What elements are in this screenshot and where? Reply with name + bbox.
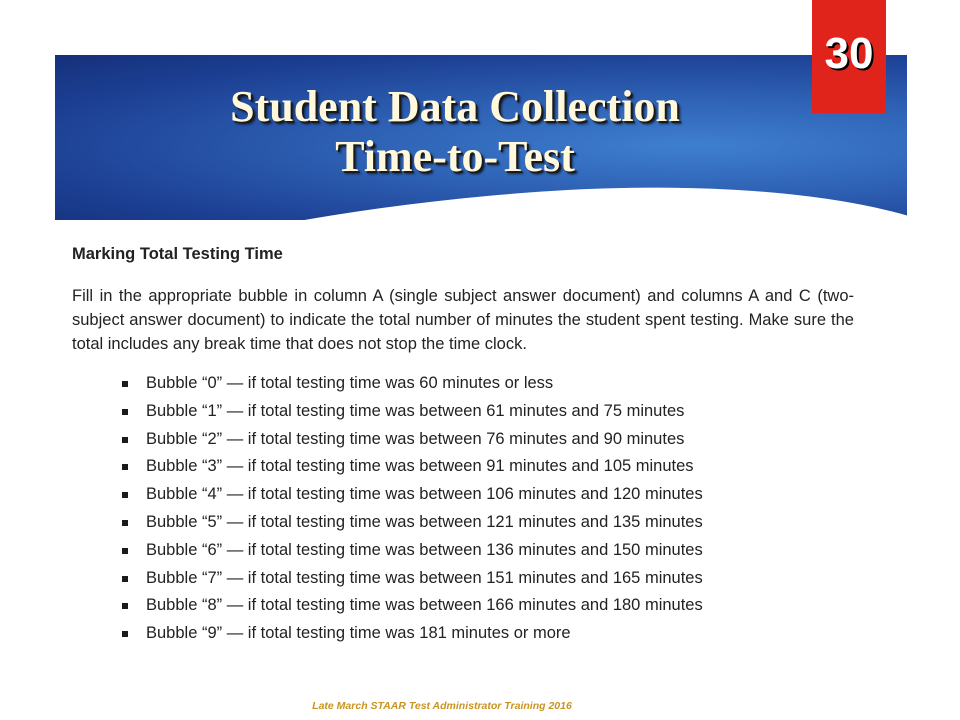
- square-bullet-icon: [122, 603, 128, 609]
- document-heading: Marking Total Testing Time: [72, 245, 283, 263]
- square-bullet-icon: [122, 520, 128, 526]
- list-item-text: Bubble “4” — if total testing time was between 106 minutes and 120 minutes: [146, 485, 703, 504]
- list-item-text: Bubble “0” — if total testing time was 60 minutes or less: [146, 374, 554, 392]
- square-bullet-icon: [122, 464, 128, 470]
- list-item: [146, 620, 854, 648]
- slide-title-line2: Time-to-Test: [335, 132, 575, 181]
- list-item: [146, 426, 854, 454]
- document-paragraph: Fill in the appropriate bubble in column A (single subject answer document) and columns A and C (two-subject answer document) to indicate the total number of minutes the student spent testing. Make sure the total includes any break time that does not stop the time clock.: [72, 287, 854, 353]
- list-item: [146, 370, 854, 398]
- list-item: [146, 509, 854, 537]
- square-bullet-icon: [122, 381, 128, 387]
- square-bullet-icon: [122, 548, 128, 554]
- list-item-text: Bubble “3” — if total testing time was between 91 minutes and 105 minutes: [146, 457, 694, 476]
- list-item-text: Bubble “6” — if total testing time was between 136 minutes and 150 minutes: [146, 540, 703, 559]
- square-bullet-icon: [122, 492, 128, 498]
- square-bullet-icon: [122, 576, 128, 582]
- list-item-text: Bubble “8” — if total testing time was between 166 minutes and 180 minutes: [146, 596, 703, 615]
- slide-number-badge: 30: [812, 0, 886, 113]
- list-item-text: Bubble “5” — if total testing time was between 121 minutes and 135 minutes: [146, 512, 703, 531]
- list-item-text: Bubble “7” — if total testing time was between 151 minutes and 165 minutes: [146, 568, 703, 587]
- slide-title: [55, 82, 855, 182]
- list-item: [146, 537, 854, 565]
- square-bullet-icon: [122, 631, 128, 637]
- bubble-list: [72, 370, 854, 648]
- slide-footer: Late March STAAR Test Administrator Training 2016: [312, 700, 572, 712]
- square-bullet-icon: [122, 409, 128, 415]
- list-item: [146, 565, 854, 593]
- slide-title-line1: Student Data Collection: [230, 82, 680, 131]
- square-bullet-icon: [122, 437, 128, 443]
- list-item: [146, 481, 854, 509]
- list-item-text: Bubble “1” — if total testing time was between 61 minutes and 75 minutes: [146, 401, 685, 420]
- list-item: [146, 592, 854, 620]
- list-item: [146, 398, 854, 426]
- list-item: [146, 453, 854, 481]
- document-excerpt: [72, 245, 854, 648]
- list-item-text: Bubble “9” — if total testing time was 181 minutes or more: [146, 624, 571, 643]
- list-item-text: Bubble “2” — if total testing time was between 76 minutes and 90 minutes: [146, 429, 685, 448]
